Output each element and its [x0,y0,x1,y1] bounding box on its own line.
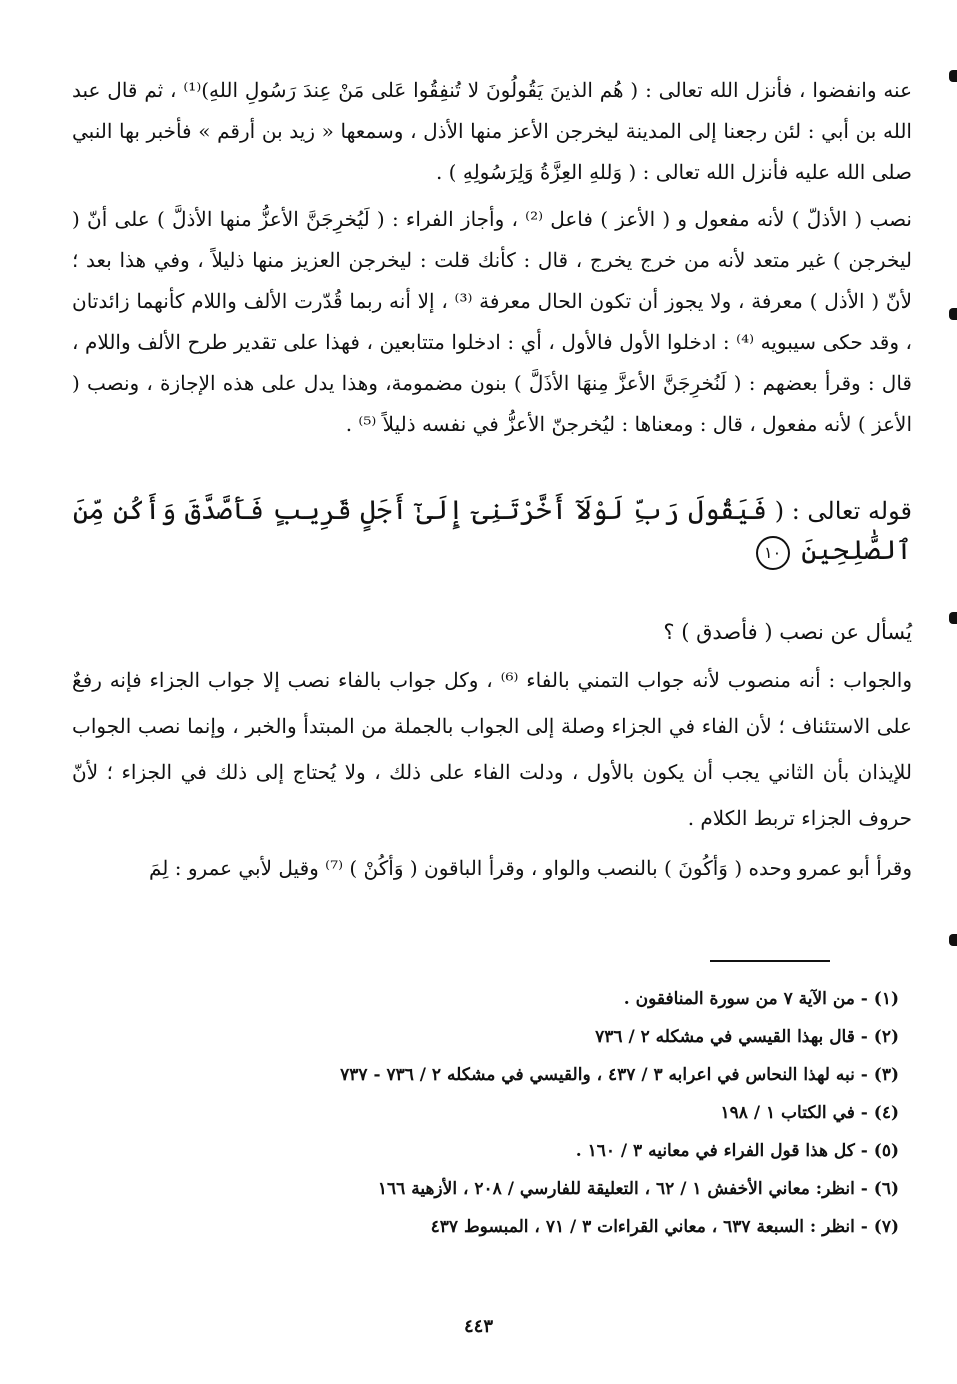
binding-hole-mark [949,612,957,624]
question: يُسأل عن نصب ( فأصدق ) ؟ [663,620,912,644]
footnote-item: (٢) - قال بهذا القيسي في مشكله ٢ / ٧٣٦ [595,1027,899,1047]
footnote-item: (٥) - كل هذا قول الفراء في معانيه ٣ / ١٦٠ . [575,1141,899,1161]
footnotes-list [79,980,899,1246]
page-body [72,70,912,889]
footnote-item: (٤) - في الكتاب ١ / ١٩٨ [720,1103,899,1123]
footnote-item: (٧) - انظر : السبعة ٦٣٧ ، معاني القراءات ٣ / ٧١ ، المبسوط ٤٣٧ [430,1217,899,1237]
page-number: ٤٤٣ [463,1316,493,1337]
footnote-separator [710,960,830,962]
paragraph-2: نصب ( الأذلّ ) لأنه مفعول و ( الأعز ) فاعل ⁽²⁾ ، وأجاز الفراء : ( لَيُخرِجَنَّ الأعزُّ منها الأذلَّ ) على أنّ ( ليخرجن ) غير متعد لأنه من خرج يخرج ، قال : كأنك قلت : ليخرجن العزيز منها ذليلاً ، وفي هذا بعد ؛ لأنّ ( الأذل ) معرفة ، ولا يجوز أن تكون الحال معرفة ⁽³⁾ ، إلا أنه ربما قُدّرت الألف واللام كأنهما زائدتان ، وقد حكى سيبويه ⁽⁴⁾ : ادخلوا الأول فالأول ، أي : ادخلوا متتابعين ، فهذا على تقدير طرح الألف واللام ، قال : وقرأ بعضهم : ( لَنُخرِجَنَّ الأعزَّ مِنهَا الأذَلَّ ) بنون مضمومة، وهذا يدل على هذه الإجازة ، ونصب ( الأعز ) لأنه مفعول ، قال : ومعناها : ليُخرجنّ الأعزُّ في نفسه ذليلاً ⁽⁵⁾ . [72,207,912,436]
verse-prefix: قوله تعالى : ( [774,497,912,525]
verse-line [72,491,912,571]
binding-hole-mark [949,934,957,946]
footnote-item: (٣) - نبه لهذا النحاس في اعرابه ٣ / ٤٣٧ ، والقيسي في مشكله ٢ / ٧٣٦ - ٧٣٧ [340,1065,899,1085]
binding-hole-mark [949,308,957,320]
ayah-number-badge: ١٠ [756,536,790,570]
verse-text: فَيَقُولَ رَبِّ لَوْلَآ أَخَّرْتَنِىٓ إِلَىٰٓ أَجَلٍ قَرِيبٍ فَأَصَّدَّقَ وَأَكُن مِّنَ ٱلصَّٰلِحِينَ [72,495,912,566]
paragraph-1: عنه وانفضوا ، فأنزل الله تعالى : ( هُم الذينَ يَقُولُونَ لا تُنفِقُوا عَلى مَنْ عِندَ رَسُولِ اللهِ)⁽¹⁾ ، ثم قال عبد الله بن أبي : لئن رجعنا إلى المدينة ليخرجن الأعز منها الأذل ، وسمعها « زيد بن أرقم » فأخبر بها النبي صلى الله عليه فأنزل الله تعالى : ( وَللهِ العِزَّةُ وَلِرَسُولِهِ ) . [72,78,913,184]
reading-paragraph: وقرأ أبو عمرو وحده ( وَأكُونَ ) بالنصب والواو ، وقرأ الباقون ( وَأكُنْ ) ⁽⁷⁾ وقيل لأبي عمرو : لِمَ [148,856,912,880]
footnote-item: (٦) - انظر: معاني الأخفش ١ / ٦٢ ، التعليقة للفارسي / ٢٠٨ ، الأزهية ١٦٦ [377,1179,899,1199]
answer-paragraph: والجواب : أنه منصوب لأنه جواب التمني بالفاء ⁽⁶⁾ ، وكل جواب بالفاء نصب إلا جواب الجزاء فإنه رفعٌ على الاستئناف ؛ لأن الفاء في الجزاء وصلة إلى الجواب بالجملة من المبتدأ والخبر ، وإنما نصب الجواب للإيذان بأن الثاني يجب أن يكون بالأول ، ودلت الفاء على ذلك ، ولا يُحتاج إلى ذلك في الجزاء ؛ لأنّ حروف الجزاء تربط الكلام . [72,668,913,830]
binding-hole-mark [949,70,957,82]
footnote-item: (١) - من الآية ٧ من سورة المنافقون . [623,989,899,1009]
